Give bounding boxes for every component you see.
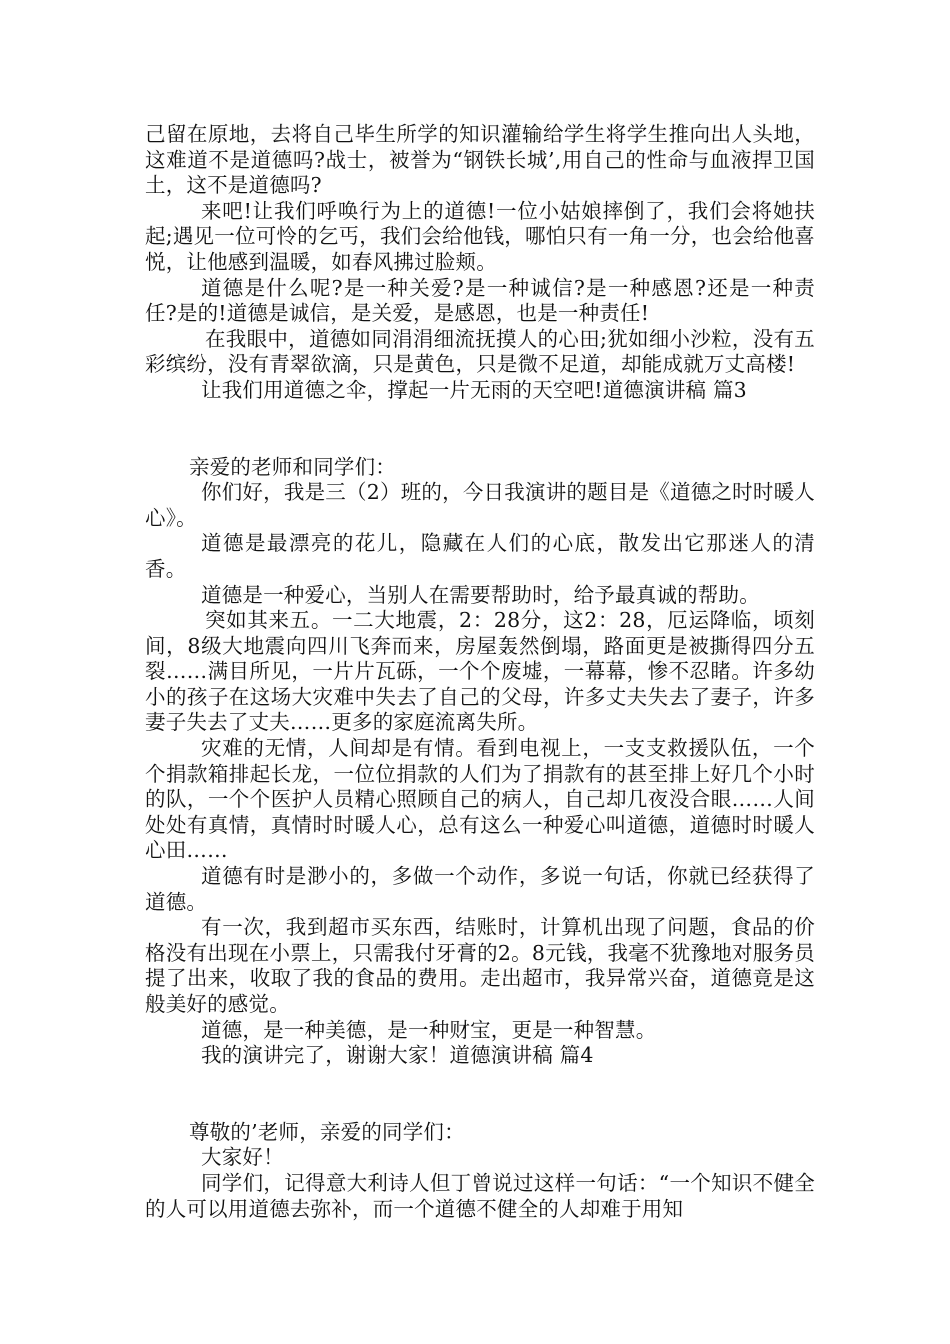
paragraph: 让我们用道德之伞，撑起一片无雨的天空吧!道德演讲稿 篇3 xyxy=(201,377,747,402)
paragraph: 有一次，我到超市买东西，结账时，计算机出现了问题，食品的价格没有出现在小票上，只需我付牙膏的2。8元钱，我毫不犹豫地对服务员提了出来，收取了我的食品的费用。走出超市，我异常兴奋，道德竟是这般美好的感觉。 xyxy=(145,915,815,1016)
paragraph: 在我眼中，道德如同涓涓细流抚摸人的心田;犹如细小沙粒，没有五彩缤纷，没有青翠欲滴，只是黄色，只是微不足道，却能成就万丈高楼! xyxy=(145,326,815,377)
greeting: 大家好！ xyxy=(201,1145,284,1170)
paragraph: 道德，是一种美德，是一种财宝，更是一种智慧。 xyxy=(201,1017,657,1042)
paragraph: 道德是一种爱心，当别人在需要帮助时，给予最真诚的帮助。 xyxy=(201,582,760,607)
paragraph: 来吧!让我们呼唤行为上的道德!一位小姑娘摔倒了，我们会将她扶起;遇见一位可怜的乞丐，我们会给他钱，哪怕只有一角一分，也会给他喜悦，让他感到温暖，如春风拂过脸颊。 xyxy=(145,198,815,274)
document-body xyxy=(145,122,815,1222)
paragraph: 同学们，记得意大利诗人但丁曾说过这样一句话：“一个知识不健全的人可以用道德去弥补，而一个道德不健全的人却难于用知 xyxy=(145,1170,815,1221)
paragraph: 我的演讲完了，谢谢大家！道德演讲稿 篇4 xyxy=(201,1043,594,1068)
paragraph: 己留在原地，去将自己毕生所学的知识灌输给学生将学生推向出人头地，这难道不是道德吗?战士，被誉为“钢铁长城’,用自己的性命与血液捍卫国土，这不是道德吗? xyxy=(145,122,815,198)
paragraph: 灾难的无情，人间却是有情。看到电视上，一支支救援队伍，一个个捐款箱排起长龙，一位位捐款的人们为了捐款有的甚至排上好几个小时的队，一个个医护人员精心照顾自己的病人，自己却几夜没合眼……人间处处有真情，真情时时暖人心，总有这么一种爱心叫道德，道德时时暖人心田…… xyxy=(145,736,815,863)
salutation: 尊敬的’老师，亲爱的同学们： xyxy=(189,1119,465,1144)
paragraph: 道德是什么呢?是一种关爱?是一种诚信?是一种感恩?还是一种责任?是的!道德是诚信，是关爱，是感恩，也是一种责任! xyxy=(145,275,815,326)
paragraph: 道德是最漂亮的花儿，隐藏在人们的心底，散发出它那迷人的清香。 xyxy=(145,531,815,581)
section-gap xyxy=(145,1069,815,1120)
paragraph: 突如其来五。一二大地震，2：28分，这2：28，厄运降临，顷刻间，8级大地震向四川飞奔而来，房屋轰然倒塌，路面更是被撕得四分五裂……满目所见，一片片瓦砾，一个个废墟，一幕幕，惨不忍睹。许多幼小的孩子在这场大灾难中失去了自己的父母，许多丈夫失去了妻子，许多妻子失去了丈夫……更多的家庭流离失所。 xyxy=(145,608,815,735)
paragraph: 道德有时是渺小的，多做一个动作，多说一句话，你就已经获得了道德。 xyxy=(145,864,815,914)
salutation: 亲爱的老师和同学们： xyxy=(189,454,396,479)
section-gap xyxy=(145,404,815,455)
paragraph: 你们好，我是三（2）班的，今日我演讲的题目是《道德之时时暖人心》。 xyxy=(145,480,815,530)
